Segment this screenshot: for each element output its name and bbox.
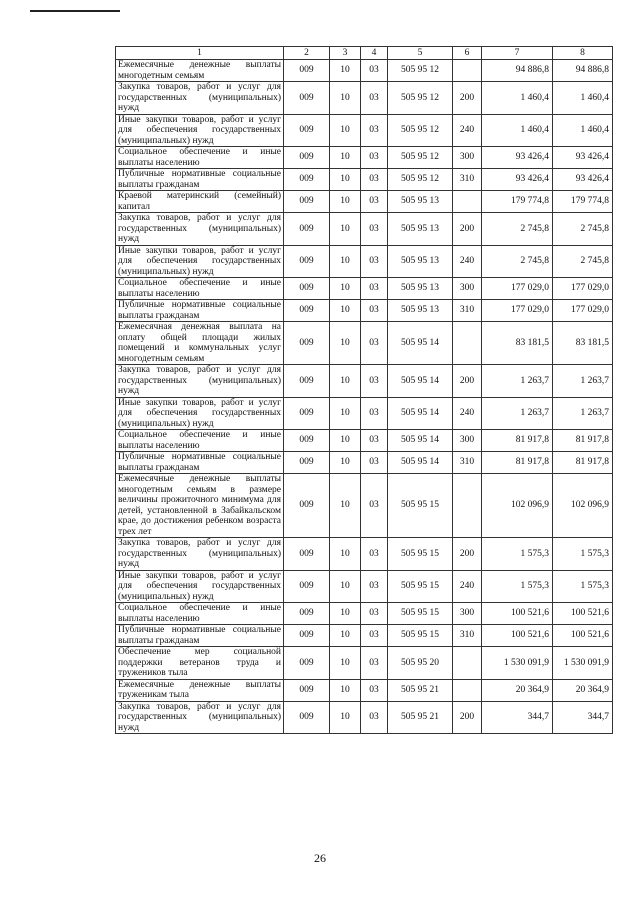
cell-amount-total: 344,7 [553, 701, 613, 734]
cell-target-code: 505 95 14 [388, 365, 453, 398]
cell-target-code: 505 95 15 [388, 570, 453, 603]
column-header: 6 [453, 47, 482, 60]
cell-section: 10 [330, 625, 361, 647]
cell-expense-type: 240 [453, 570, 482, 603]
cell-amount-total: 1 575,3 [553, 538, 613, 571]
table-row [116, 625, 613, 647]
cell-subsection: 03 [361, 278, 388, 300]
cell-admin-code: 009 [284, 701, 330, 734]
cell-subsection: 03 [361, 114, 388, 147]
cell-section: 10 [330, 679, 361, 701]
cell-admin-code: 009 [284, 625, 330, 647]
cell-amount-total: 94 886,8 [553, 60, 613, 82]
cell-expense-type: 200 [453, 701, 482, 734]
cell-amount: 2 745,8 [482, 245, 553, 278]
cell-amount: 1 460,4 [482, 114, 553, 147]
cell-expense-type [453, 60, 482, 82]
cell-subsection: 03 [361, 570, 388, 603]
cell-expense-type: 300 [453, 278, 482, 300]
cell-name: Закупка товаров, работ и услуг для государственных (муниципальных) нужд [116, 538, 284, 571]
table-row [116, 474, 613, 538]
cell-amount: 344,7 [482, 701, 553, 734]
cell-name: Публичные нормативные социальные выплаты гражданам [116, 452, 284, 474]
cell-section: 10 [330, 82, 361, 115]
cell-admin-code: 009 [284, 430, 330, 452]
cell-target-code: 505 95 13 [388, 278, 453, 300]
cell-expense-type [453, 647, 482, 680]
cell-amount-total: 1 460,4 [553, 114, 613, 147]
header-row [116, 47, 613, 60]
table-row [116, 147, 613, 169]
cell-expense-type: 240 [453, 397, 482, 430]
cell-admin-code: 009 [284, 191, 330, 213]
cell-admin-code: 009 [284, 679, 330, 701]
column-header: 5 [388, 47, 453, 60]
cell-amount-total: 81 917,8 [553, 430, 613, 452]
table-row [116, 213, 613, 246]
cell-expense-type: 240 [453, 245, 482, 278]
cell-name: Иные закупки товаров, работ и услуг для обеспечения государственных (муниципальных) нужд [116, 397, 284, 430]
cell-name: Социальное обеспечение и иные выплаты населению [116, 278, 284, 300]
cell-amount-total: 179 774,8 [553, 191, 613, 213]
cell-subsection: 03 [361, 213, 388, 246]
table-row [116, 322, 613, 365]
cell-subsection: 03 [361, 82, 388, 115]
cell-target-code: 505 95 20 [388, 647, 453, 680]
table-row [116, 570, 613, 603]
cell-section: 10 [330, 365, 361, 398]
cell-target-code: 505 95 13 [388, 213, 453, 246]
cell-admin-code: 009 [284, 397, 330, 430]
column-header: 4 [361, 47, 388, 60]
table-row [116, 114, 613, 147]
cell-amount: 83 181,5 [482, 322, 553, 365]
cell-amount: 1 263,7 [482, 397, 553, 430]
cell-amount: 93 426,4 [482, 169, 553, 191]
top-rule [30, 10, 120, 12]
cell-section: 10 [330, 474, 361, 538]
cell-name: Публичные нормативные социальные выплаты гражданам [116, 300, 284, 322]
cell-section: 10 [330, 245, 361, 278]
cell-name: Иные закупки товаров, работ и услуг для обеспечения государственных (муниципальных) нужд [116, 114, 284, 147]
cell-section: 10 [330, 538, 361, 571]
cell-target-code: 505 95 12 [388, 82, 453, 115]
cell-admin-code: 009 [284, 570, 330, 603]
cell-admin-code: 009 [284, 213, 330, 246]
cell-name: Закупка товаров, работ и услуг для государственных (муниципальных) нужд [116, 701, 284, 734]
cell-subsection: 03 [361, 365, 388, 398]
cell-admin-code: 009 [284, 278, 330, 300]
cell-amount-total: 1 575,3 [553, 570, 613, 603]
cell-admin-code: 009 [284, 603, 330, 625]
cell-amount-total: 20 364,9 [553, 679, 613, 701]
cell-section: 10 [330, 603, 361, 625]
cell-target-code: 505 95 13 [388, 191, 453, 213]
cell-name: Ежемесячная денежная выплата на оплату общей площади жилых помещений и коммунальных услуг многодетным семьям [116, 322, 284, 365]
cell-admin-code: 009 [284, 365, 330, 398]
cell-subsection: 03 [361, 625, 388, 647]
cell-amount-total: 102 096,9 [553, 474, 613, 538]
cell-admin-code: 009 [284, 147, 330, 169]
cell-target-code: 505 95 15 [388, 603, 453, 625]
cell-amount: 179 774,8 [482, 191, 553, 213]
cell-subsection: 03 [361, 430, 388, 452]
cell-amount-total: 93 426,4 [553, 147, 613, 169]
cell-expense-type [453, 679, 482, 701]
cell-amount-total: 1 263,7 [553, 397, 613, 430]
cell-expense-type: 300 [453, 430, 482, 452]
cell-name: Ежемесячные денежные выплаты труженикам тыла [116, 679, 284, 701]
cell-amount: 2 745,8 [482, 213, 553, 246]
cell-amount: 1 530 091,9 [482, 647, 553, 680]
table-row [116, 365, 613, 398]
cell-amount: 1 575,3 [482, 570, 553, 603]
cell-amount: 93 426,4 [482, 147, 553, 169]
cell-expense-type: 310 [453, 625, 482, 647]
cell-expense-type [453, 322, 482, 365]
table-row [116, 82, 613, 115]
cell-section: 10 [330, 278, 361, 300]
cell-section: 10 [330, 191, 361, 213]
cell-target-code: 505 95 12 [388, 169, 453, 191]
cell-target-code: 505 95 15 [388, 538, 453, 571]
cell-name: Социальное обеспечение и иные выплаты населению [116, 603, 284, 625]
cell-expense-type: 300 [453, 603, 482, 625]
cell-name: Закупка товаров, работ и услуг для государственных (муниципальных) нужд [116, 365, 284, 398]
cell-subsection: 03 [361, 474, 388, 538]
cell-amount-total: 83 181,5 [553, 322, 613, 365]
cell-subsection: 03 [361, 603, 388, 625]
cell-expense-type: 200 [453, 365, 482, 398]
budget-table [115, 46, 613, 734]
table-row [116, 430, 613, 452]
cell-name: Социальное обеспечение и иные выплаты населению [116, 147, 284, 169]
cell-expense-type: 200 [453, 82, 482, 115]
cell-subsection: 03 [361, 397, 388, 430]
cell-amount-total: 1 530 091,9 [553, 647, 613, 680]
column-header: 7 [482, 47, 553, 60]
cell-section: 10 [330, 647, 361, 680]
cell-expense-type: 240 [453, 114, 482, 147]
cell-subsection: 03 [361, 679, 388, 701]
cell-amount-total: 100 521,6 [553, 625, 613, 647]
cell-admin-code: 009 [284, 474, 330, 538]
cell-amount: 1 263,7 [482, 365, 553, 398]
cell-amount-total: 93 426,4 [553, 169, 613, 191]
cell-name: Закупка товаров, работ и услуг для государственных (муниципальных) нужд [116, 82, 284, 115]
cell-admin-code: 009 [284, 322, 330, 365]
cell-subsection: 03 [361, 322, 388, 365]
table-row [116, 701, 613, 734]
cell-amount: 100 521,6 [482, 603, 553, 625]
cell-amount-total: 2 745,8 [553, 213, 613, 246]
page-number: 26 [314, 851, 326, 865]
cell-target-code: 505 95 13 [388, 300, 453, 322]
cell-amount: 81 917,8 [482, 452, 553, 474]
cell-admin-code: 009 [284, 82, 330, 115]
cell-amount: 81 917,8 [482, 430, 553, 452]
cell-admin-code: 009 [284, 300, 330, 322]
cell-amount-total: 177 029,0 [553, 278, 613, 300]
column-header: 1 [116, 47, 284, 60]
cell-section: 10 [330, 213, 361, 246]
table-row [116, 397, 613, 430]
cell-expense-type: 200 [453, 213, 482, 246]
cell-admin-code: 009 [284, 647, 330, 680]
cell-subsection: 03 [361, 169, 388, 191]
cell-subsection: 03 [361, 191, 388, 213]
cell-subsection: 03 [361, 147, 388, 169]
cell-admin-code: 009 [284, 538, 330, 571]
cell-admin-code: 009 [284, 114, 330, 147]
table-row [116, 60, 613, 82]
cell-admin-code: 009 [284, 60, 330, 82]
cell-subsection: 03 [361, 300, 388, 322]
cell-amount-total: 177 029,0 [553, 300, 613, 322]
cell-target-code: 505 95 12 [388, 147, 453, 169]
cell-section: 10 [330, 60, 361, 82]
cell-subsection: 03 [361, 538, 388, 571]
column-header: 8 [553, 47, 613, 60]
cell-section: 10 [330, 114, 361, 147]
cell-name: Ежемесячные денежные выплаты многодетным семьям в размере величины прожиточного минимума для детей, установленной в Забайкальском крае, до достижения ребенком возраста трех лет [116, 474, 284, 538]
cell-admin-code: 009 [284, 169, 330, 191]
cell-expense-type [453, 474, 482, 538]
table-row [116, 603, 613, 625]
cell-target-code: 505 95 12 [388, 60, 453, 82]
table-row [116, 647, 613, 680]
cell-amount-total: 81 917,8 [553, 452, 613, 474]
cell-expense-type: 300 [453, 147, 482, 169]
cell-admin-code: 009 [284, 452, 330, 474]
cell-target-code: 505 95 14 [388, 322, 453, 365]
cell-name: Иные закупки товаров, работ и услуг для обеспечения государственных (муниципальных) нужд [116, 570, 284, 603]
cell-amount: 1 460,4 [482, 82, 553, 115]
cell-name: Ежемесячные денежные выплаты многодетным семьям [116, 60, 284, 82]
table-row [116, 278, 613, 300]
cell-name: Обеспечение мер социальной поддержки ветеранов труда и тружеников тыла [116, 647, 284, 680]
cell-amount-total: 1 263,7 [553, 365, 613, 398]
cell-section: 10 [330, 169, 361, 191]
table-row [116, 169, 613, 191]
cell-section: 10 [330, 701, 361, 734]
cell-section: 10 [330, 570, 361, 603]
cell-amount: 102 096,9 [482, 474, 553, 538]
cell-name: Краевой материнский (семейный) капитал [116, 191, 284, 213]
table-row [116, 679, 613, 701]
cell-amount: 177 029,0 [482, 300, 553, 322]
cell-subsection: 03 [361, 60, 388, 82]
cell-subsection: 03 [361, 245, 388, 278]
table-row [116, 245, 613, 278]
cell-target-code: 505 95 13 [388, 245, 453, 278]
column-header: 3 [330, 47, 361, 60]
cell-section: 10 [330, 300, 361, 322]
cell-section: 10 [330, 452, 361, 474]
cell-expense-type: 310 [453, 169, 482, 191]
cell-amount: 100 521,6 [482, 625, 553, 647]
table-row [116, 452, 613, 474]
cell-subsection: 03 [361, 647, 388, 680]
cell-section: 10 [330, 397, 361, 430]
cell-amount: 177 029,0 [482, 278, 553, 300]
cell-name: Социальное обеспечение и иные выплаты населению [116, 430, 284, 452]
table-row [116, 538, 613, 571]
cell-subsection: 03 [361, 701, 388, 734]
cell-target-code: 505 95 21 [388, 701, 453, 734]
cell-name: Публичные нормативные социальные выплаты гражданам [116, 169, 284, 191]
column-header: 2 [284, 47, 330, 60]
cell-expense-type: 200 [453, 538, 482, 571]
cell-amount-total: 2 745,8 [553, 245, 613, 278]
cell-name: Закупка товаров, работ и услуг для государственных (муниципальных) нужд [116, 213, 284, 246]
cell-name: Иные закупки товаров, работ и услуг для обеспечения государственных (муниципальных) нужд [116, 245, 284, 278]
cell-amount-total: 1 460,4 [553, 82, 613, 115]
cell-section: 10 [330, 147, 361, 169]
cell-amount-total: 100 521,6 [553, 603, 613, 625]
cell-amount: 94 886,8 [482, 60, 553, 82]
table-row [116, 191, 613, 213]
cell-expense-type [453, 191, 482, 213]
cell-expense-type: 310 [453, 452, 482, 474]
cell-section: 10 [330, 322, 361, 365]
cell-target-code: 505 95 15 [388, 625, 453, 647]
table-row [116, 300, 613, 322]
cell-subsection: 03 [361, 452, 388, 474]
cell-expense-type: 310 [453, 300, 482, 322]
cell-section: 10 [330, 430, 361, 452]
cell-name: Публичные нормативные социальные выплаты гражданам [116, 625, 284, 647]
cell-amount: 20 364,9 [482, 679, 553, 701]
cell-target-code: 505 95 14 [388, 397, 453, 430]
cell-target-code: 505 95 12 [388, 114, 453, 147]
cell-target-code: 505 95 14 [388, 430, 453, 452]
table-body [116, 60, 613, 734]
cell-amount: 1 575,3 [482, 538, 553, 571]
cell-target-code: 505 95 14 [388, 452, 453, 474]
cell-admin-code: 009 [284, 245, 330, 278]
cell-target-code: 505 95 21 [388, 679, 453, 701]
cell-target-code: 505 95 15 [388, 474, 453, 538]
